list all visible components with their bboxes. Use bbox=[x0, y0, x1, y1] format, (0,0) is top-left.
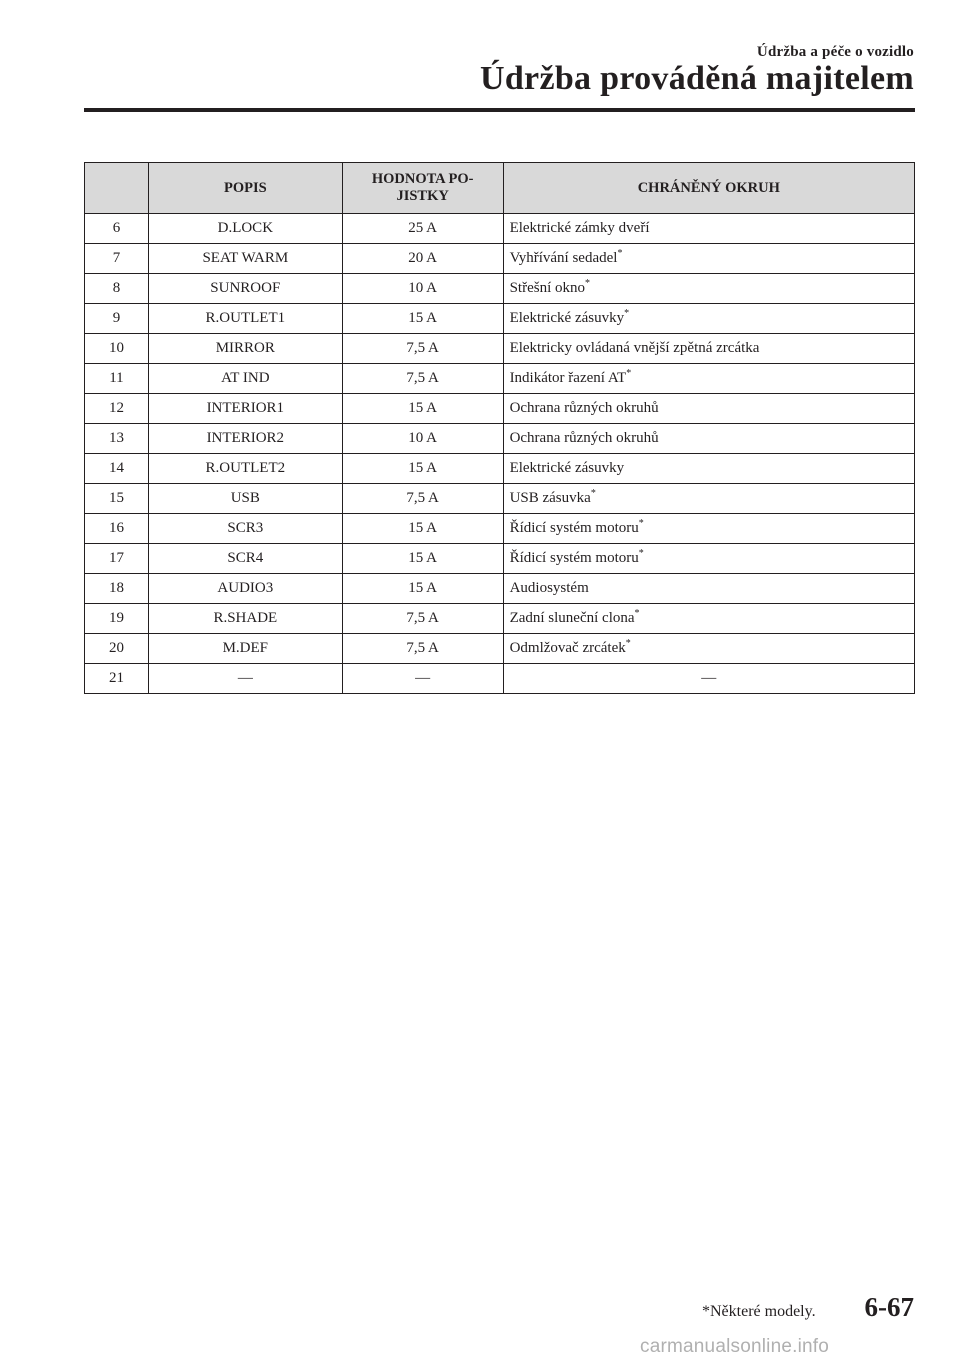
footnote-marker: * bbox=[638, 548, 644, 559]
cell-description bbox=[148, 364, 342, 394]
cell-number-text: 7 bbox=[112, 250, 121, 266]
cell-protected-circuit bbox=[503, 334, 914, 364]
cell-fuse-rating-text: 10 A bbox=[408, 430, 438, 446]
cell-number-text: 19 bbox=[108, 610, 124, 626]
footnote-marker: * bbox=[624, 308, 630, 319]
fuse-table bbox=[84, 162, 915, 694]
cell-fuse-rating-text: — bbox=[415, 670, 431, 686]
cell-protected-circuit bbox=[503, 664, 914, 694]
cell-protected-circuit-text: Vyhřívání sedadel bbox=[509, 250, 618, 266]
cell-protected-circuit-text: Elektrické zásuvky bbox=[509, 460, 625, 476]
cell-protected-circuit-text: Elektricky ovládaná vnější zpětná zrcátka bbox=[509, 340, 760, 356]
cell-protected-circuit bbox=[503, 514, 914, 544]
cell-description bbox=[148, 664, 342, 694]
cell-description bbox=[148, 424, 342, 454]
table-row bbox=[85, 604, 915, 634]
cell-fuse-rating bbox=[342, 214, 503, 244]
cell-fuse-rating-text: 10 A bbox=[408, 280, 438, 296]
cell-number bbox=[85, 364, 149, 394]
table-row bbox=[85, 304, 915, 334]
cell-number-text: 20 bbox=[108, 640, 124, 656]
cell-protected-circuit bbox=[503, 604, 914, 634]
cell-protected-circuit-text: Ochrana různých okruhů bbox=[509, 400, 659, 416]
cell-description-text: MIRROR bbox=[215, 340, 275, 356]
cell-protected-circuit bbox=[503, 364, 914, 394]
cell-fuse-rating-text: 7,5 A bbox=[406, 640, 439, 656]
table-row bbox=[85, 634, 915, 664]
cell-protected-circuit-text: Elektrické zásuvky bbox=[509, 310, 625, 326]
cell-fuse-rating-text: 20 A bbox=[408, 250, 438, 266]
watermark: carmanualsonline.info bbox=[640, 1336, 830, 1357]
cell-description bbox=[148, 394, 342, 424]
cell-description bbox=[148, 544, 342, 574]
cell-number bbox=[85, 634, 149, 664]
cell-description-text: M.DEF bbox=[222, 640, 269, 656]
footnote-marker: * bbox=[590, 488, 596, 499]
table-row bbox=[85, 514, 915, 544]
table-row bbox=[85, 424, 915, 454]
cell-protected-circuit-text: Odmlžovač zrcátek bbox=[509, 640, 626, 656]
cell-protected-circuit-text: Řídicí systém motoru bbox=[509, 520, 639, 536]
cell-protected-circuit bbox=[503, 304, 914, 334]
cell-number bbox=[85, 514, 149, 544]
cell-number bbox=[85, 214, 149, 244]
column-header-description: POPIS bbox=[148, 163, 342, 214]
cell-number bbox=[85, 604, 149, 634]
cell-fuse-rating bbox=[342, 574, 503, 604]
cell-protected-circuit bbox=[503, 424, 914, 454]
cell-fuse-rating bbox=[342, 364, 503, 394]
cell-number bbox=[85, 484, 149, 514]
footnote-marker: * bbox=[638, 518, 644, 529]
footnote: *Některé modely. bbox=[702, 1303, 816, 1320]
footnote-marker: * bbox=[584, 278, 590, 289]
cell-protected-circuit-text: Elektrické zámky dveří bbox=[509, 220, 650, 236]
cell-protected-circuit bbox=[503, 634, 914, 664]
cell-description bbox=[148, 214, 342, 244]
footnote-marker: * bbox=[617, 248, 623, 259]
cell-description bbox=[148, 634, 342, 664]
cell-number bbox=[85, 304, 149, 334]
cell-number-text: 14 bbox=[108, 460, 124, 476]
cell-protected-circuit bbox=[503, 244, 914, 274]
table-row bbox=[85, 454, 915, 484]
cell-number-text: 18 bbox=[108, 580, 124, 596]
header-row bbox=[85, 163, 915, 214]
page-number: 6-67 bbox=[864, 1292, 914, 1322]
cell-fuse-rating-text: 7,5 A bbox=[406, 340, 439, 356]
cell-number-text: 13 bbox=[108, 430, 124, 446]
cell-description-text: R.SHADE bbox=[213, 610, 278, 626]
footnote-marker: * bbox=[626, 368, 632, 379]
page-title: Údržba prováděná majitelem bbox=[479, 60, 914, 97]
cell-description bbox=[148, 604, 342, 634]
cell-fuse-rating-text: 7,5 A bbox=[406, 490, 439, 506]
cell-number-text: 15 bbox=[108, 490, 124, 506]
cell-description-text: — bbox=[237, 670, 253, 686]
cell-description bbox=[148, 484, 342, 514]
cell-fuse-rating-text: 15 A bbox=[408, 400, 438, 416]
cell-description bbox=[148, 304, 342, 334]
cell-number-text: 10 bbox=[108, 340, 124, 356]
cell-number-text: 11 bbox=[109, 370, 124, 386]
column-header-fuse-rating: HODNOTA PO- JISTKY bbox=[342, 163, 503, 214]
cell-fuse-rating bbox=[342, 394, 503, 424]
cell-description bbox=[148, 514, 342, 544]
cell-fuse-rating bbox=[342, 424, 503, 454]
cell-fuse-rating bbox=[342, 634, 503, 664]
cell-number bbox=[85, 244, 149, 274]
cell-description-text: D.LOCK bbox=[217, 220, 274, 236]
cell-number-text: 12 bbox=[108, 400, 124, 416]
table-row bbox=[85, 274, 915, 304]
cell-fuse-rating-text: 25 A bbox=[408, 220, 438, 236]
table-row bbox=[85, 544, 915, 574]
cell-fuse-rating-text: 15 A bbox=[408, 550, 438, 566]
cell-fuse-rating bbox=[342, 274, 503, 304]
cell-description-text: R.OUTLET1 bbox=[205, 310, 286, 326]
cell-description-text: SUNROOF bbox=[210, 280, 281, 296]
cell-fuse-rating bbox=[342, 244, 503, 274]
cell-fuse-rating bbox=[342, 514, 503, 544]
column-header-number bbox=[85, 163, 149, 214]
cell-protected-circuit-text: USB zásuvka bbox=[509, 490, 591, 506]
cell-description bbox=[148, 574, 342, 604]
cell-protected-circuit bbox=[503, 574, 914, 604]
cell-number-text: 8 bbox=[112, 280, 121, 296]
cell-protected-circuit bbox=[503, 274, 914, 304]
cell-protected-circuit bbox=[503, 454, 914, 484]
fuse-table-header bbox=[85, 163, 915, 214]
cell-number bbox=[85, 394, 149, 424]
header-divider bbox=[84, 108, 915, 112]
cell-description-text: INTERIOR2 bbox=[206, 430, 285, 446]
cell-protected-circuit-text: Střešní okno bbox=[509, 280, 585, 296]
cell-fuse-rating bbox=[342, 604, 503, 634]
cell-description-text: R.OUTLET2 bbox=[205, 460, 286, 476]
cell-description bbox=[148, 334, 342, 364]
cell-number bbox=[85, 454, 149, 484]
cell-protected-circuit bbox=[503, 214, 914, 244]
cell-description bbox=[148, 274, 342, 304]
table-row bbox=[85, 574, 915, 604]
cell-fuse-rating-text: 15 A bbox=[408, 520, 438, 536]
cell-number bbox=[85, 274, 149, 304]
cell-number bbox=[85, 664, 149, 694]
cell-number-text: 21 bbox=[108, 670, 124, 686]
table-row bbox=[85, 244, 915, 274]
cell-fuse-rating bbox=[342, 304, 503, 334]
cell-description-text: AUDIO3 bbox=[217, 580, 274, 596]
cell-fuse-rating-text: 15 A bbox=[408, 310, 438, 326]
footnote-marker: * bbox=[634, 608, 640, 619]
cell-protected-circuit bbox=[503, 484, 914, 514]
table-row bbox=[85, 364, 915, 394]
cell-number bbox=[85, 334, 149, 364]
cell-number-text: 6 bbox=[112, 220, 121, 236]
cell-description bbox=[148, 454, 342, 484]
cell-description-text: SEAT WARM bbox=[202, 250, 289, 266]
section-heading: Údržba a péče o vozidlo bbox=[756, 44, 914, 60]
cell-fuse-rating bbox=[342, 454, 503, 484]
cell-protected-circuit bbox=[503, 394, 914, 424]
cell-fuse-rating bbox=[342, 544, 503, 574]
cell-protected-circuit-text: — bbox=[701, 670, 717, 686]
cell-description-text: INTERIOR1 bbox=[206, 400, 285, 416]
cell-protected-circuit-text: Indikátor řazení AT bbox=[509, 370, 627, 386]
fuse-table-body bbox=[85, 214, 915, 694]
table-row bbox=[85, 334, 915, 364]
cell-fuse-rating-text: 7,5 A bbox=[406, 610, 439, 626]
cell-number-text: 16 bbox=[108, 520, 124, 536]
cell-number bbox=[85, 574, 149, 604]
cell-description bbox=[148, 244, 342, 274]
cell-description-text: SCR3 bbox=[227, 520, 264, 536]
cell-fuse-rating bbox=[342, 484, 503, 514]
cell-protected-circuit-text: Ochrana různých okruhů bbox=[509, 430, 659, 446]
cell-protected-circuit-text: Audiosystém bbox=[509, 580, 589, 596]
column-header-protected-circuit: CHRÁNĚNÝ OKRUH bbox=[503, 163, 914, 214]
footnote-marker: * bbox=[625, 638, 631, 649]
cell-description-text: USB bbox=[230, 490, 260, 506]
cell-fuse-rating bbox=[342, 334, 503, 364]
cell-fuse-rating-text: 7,5 A bbox=[406, 370, 439, 386]
table-row bbox=[85, 484, 915, 514]
cell-protected-circuit bbox=[503, 544, 914, 574]
cell-description-text: SCR4 bbox=[227, 550, 264, 566]
cell-protected-circuit-text: Řídicí systém motoru bbox=[509, 550, 639, 566]
cell-protected-circuit-text: Zadní sluneční clona bbox=[509, 610, 635, 626]
table-row bbox=[85, 394, 915, 424]
cell-number bbox=[85, 544, 149, 574]
cell-fuse-rating-text: 15 A bbox=[408, 580, 438, 596]
cell-number-text: 17 bbox=[108, 550, 124, 566]
table-row bbox=[85, 214, 915, 244]
table-row bbox=[85, 664, 915, 694]
cell-number-text: 9 bbox=[112, 310, 121, 326]
cell-number bbox=[85, 424, 149, 454]
cell-fuse-rating-text: 15 A bbox=[408, 460, 438, 476]
cell-fuse-rating bbox=[342, 664, 503, 694]
cell-description-text: AT IND bbox=[221, 370, 270, 386]
